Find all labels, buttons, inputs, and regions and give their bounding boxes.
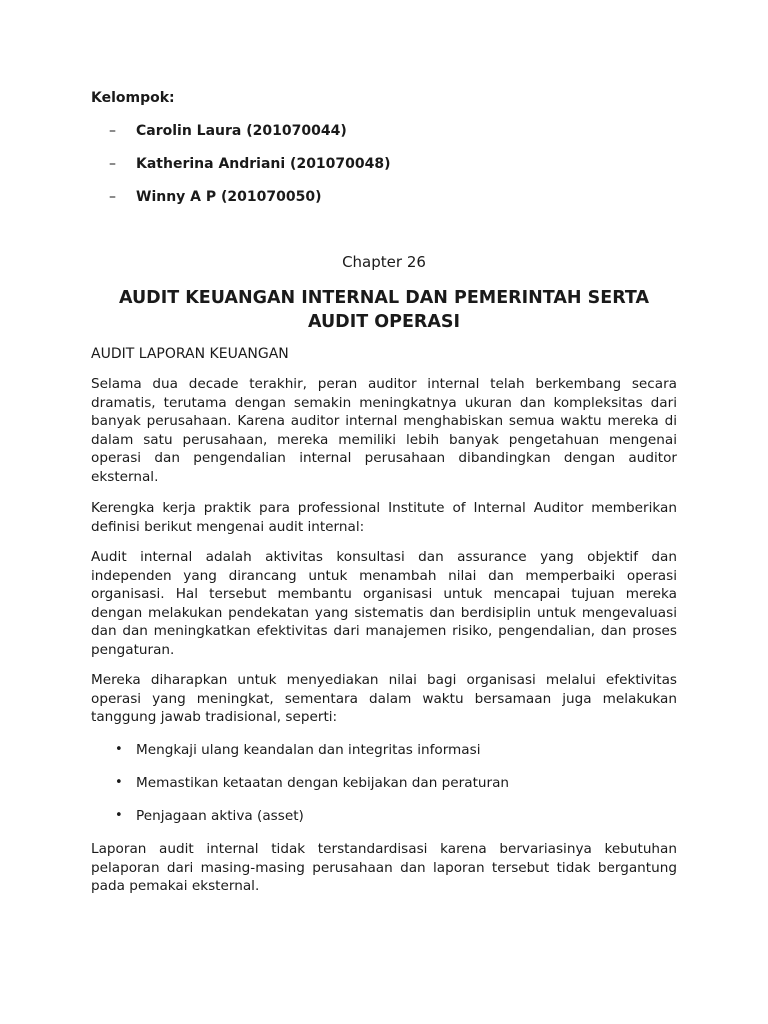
dash-bullet: – bbox=[109, 156, 116, 172]
list-item bbox=[91, 773, 677, 793]
group-label: Kelompok: bbox=[91, 90, 175, 106]
document-title: AUDIT KEUANGAN INTERNAL DAN PEMERINTAH SERTA AUDIT OPERASI bbox=[118, 288, 650, 332]
bullet-dot: • bbox=[115, 775, 123, 790]
group-members-block bbox=[91, 88, 391, 207]
list-item-text: Memastikan ketaatan dengan kebijakan dan peraturan bbox=[136, 775, 510, 791]
paragraph: Selama dua decade terakhir, peran auditor internal telah berkembang secara dramatis, terutama dengan semakin meningkatnya ukuran dan kompleksitas dari banyak perusahaan. Karena auditor internal menghabiskan semua waktu mereka di dalam satu perusahaan, mereka memiliki lebih banyak pengetahuan mengenai operasi dan pengendalian internal perusahaan dibandingkan dengan auditor eksternal. bbox=[91, 376, 677, 485]
dash-bullet: – bbox=[109, 189, 116, 205]
paragraph: Kerengka kerja praktik para professional Institute of Internal Auditor memberikan definisi berikut mengenai audit internal: bbox=[91, 500, 677, 535]
bullet-list bbox=[91, 740, 677, 839]
list-item bbox=[91, 806, 677, 826]
bullet-dot: • bbox=[115, 808, 123, 823]
member-item bbox=[91, 121, 347, 141]
chapter-label: Chapter 26 bbox=[342, 253, 426, 271]
member-item bbox=[91, 187, 322, 207]
paragraph: Laporan audit internal tidak terstandardisasi karena bervariasinya kebutuhan pelaporan dari masing-masing perusahaan dan laporan tersebut tidak bergantung pada pemakai eksternal. bbox=[91, 841, 677, 894]
list-item-text: Penjagaan aktiva (asset) bbox=[136, 808, 304, 824]
list-item-text: Mengkaji ulang keandalan dan integritas informasi bbox=[136, 742, 481, 758]
section-heading: AUDIT LAPORAN KEUANGAN bbox=[91, 346, 289, 362]
member-item bbox=[91, 154, 391, 174]
dash-bullet: – bbox=[109, 123, 116, 139]
member-name: Winny A P (201070050) bbox=[136, 189, 322, 205]
member-name: Katherina Andriani (201070048) bbox=[136, 156, 391, 172]
paragraph: Audit internal adalah aktivitas konsultasi dan assurance yang objektif dan independen yang dirancang untuk menambah nilai dan memperbaiki operasi organisasi. Hal tersebut membantu organisasi untuk mencapai tujuan mereka dengan melakukan pendekatan yang sistematis dan berdisiplin untuk mengevaluasi dan dan meningkatkan efektivitas dari manajemen risiko, pengendalian, dan proses pengaturan. bbox=[91, 549, 677, 658]
bullet-dot: • bbox=[115, 742, 123, 757]
paragraph: Mereka diharapkan untuk menyediakan nilai bagi organisasi melalui efektivitas operasi yang meningkat, sementara dalam waktu bersamaan juga melakukan tanggung jawab tradisional, seperti: bbox=[91, 672, 677, 725]
list-item bbox=[91, 740, 677, 760]
member-name: Carolin Laura (201070044) bbox=[136, 123, 347, 139]
